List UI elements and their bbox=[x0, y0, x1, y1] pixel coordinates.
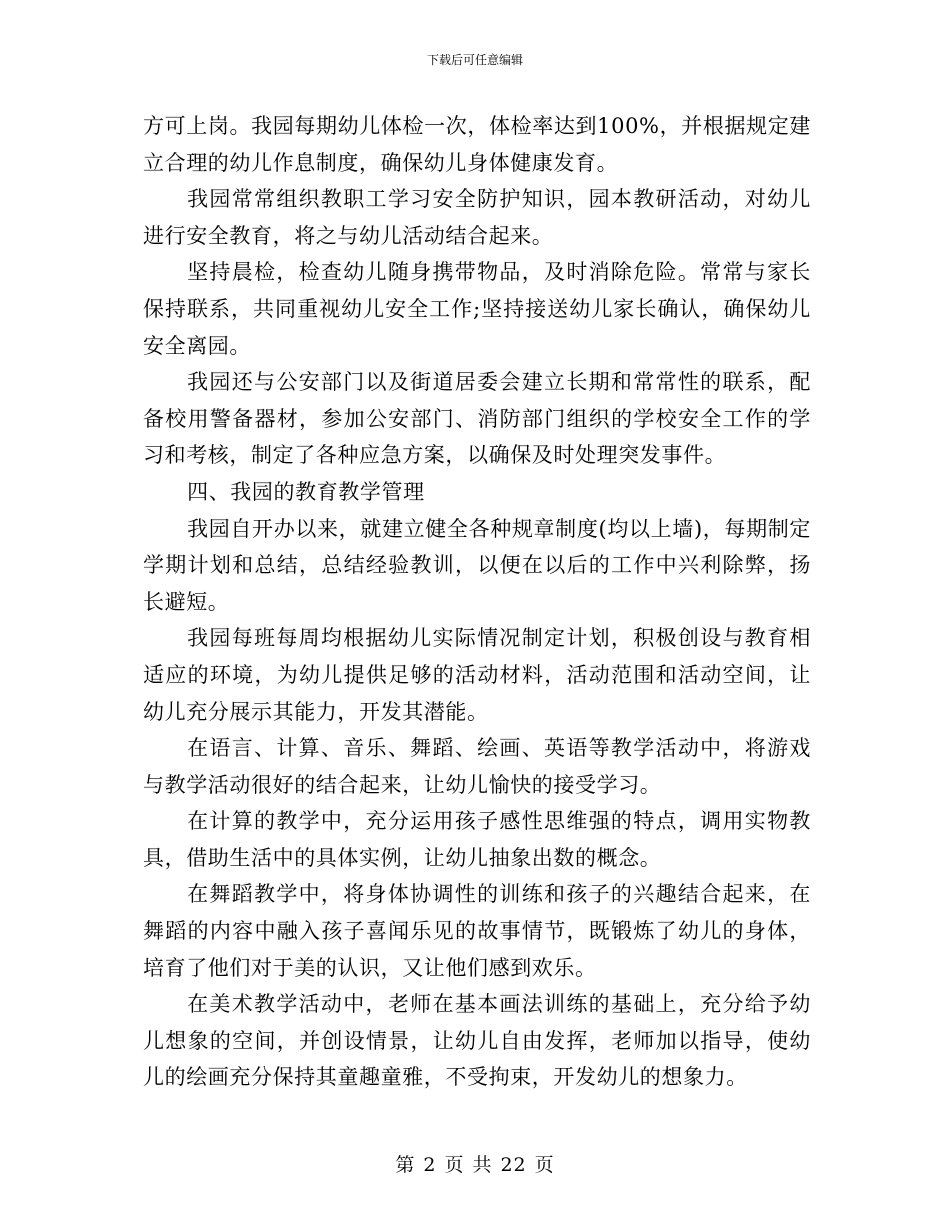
page-header: 下载后可任意编辑 bbox=[426, 53, 523, 67]
footer-label-total: 共 bbox=[472, 1154, 493, 1176]
footer-total-pages: 22 bbox=[500, 1154, 527, 1176]
paragraph: 我园自开办以来，就建立健全各种规章制度(均以上墙)，每期制定学期计划和总结，总结经验教训，以便在以后的工作中兴利除弊，扬长避短。 bbox=[143, 516, 811, 614]
paragraph: 在舞蹈教学中，将身体协调性的训练和孩子的兴趣结合起来，在舞蹈的内容中融入孩子喜闻乐见的故事情节，既锻炼了幼儿的身体，培育了他们对于美的认识，又让他们感到欢乐。 bbox=[143, 882, 811, 980]
paragraph: 在语言、计算、音乐、舞蹈、绘画、英语等教学活动中，将游戏与教学活动很好的结合起来，让幼儿愉快的接受学习。 bbox=[143, 736, 811, 797]
paragraph: 我园还与公安部门以及街道居委会建立长期和常常性的联系，配备校用警备器材，参加公安部门、消防部门组织的学校安全工作的学习和考核，制定了各种应急方案，以确保及时处理突发事件。 bbox=[143, 370, 811, 468]
paragraph: 坚持晨检，检查幼儿随身携带物品，及时消除危险。常常与家长保持联系，共同重视幼儿安全工作;坚持接送幼儿家长确认，确保幼儿安全离园。 bbox=[143, 260, 811, 358]
paragraph: 在计算的教学中，充分运用孩子感性思维强的特点，调用实物教具，借助生活中的具体实例，让幼儿抽象出数的概念。 bbox=[143, 809, 811, 870]
footer-label-page: 第 bbox=[395, 1154, 416, 1176]
section-heading: 四、我园的教育教学管理 bbox=[187, 479, 425, 504]
footer-label-total-unit: 页 bbox=[534, 1154, 555, 1176]
paragraph: 方可上岗。我园每期幼儿体检一次，体检率达到100%，并根据规定建立合理的幼儿作息制度，确保幼儿身体健康发育。 bbox=[143, 114, 811, 175]
page-footer bbox=[0, 1153, 950, 1177]
paragraph: 我园每班每周均根据幼儿实际情况制定计划，积极创设与教育相适应的环境，为幼儿提供足够的活动材料，活动范围和活动空间，让幼儿充分展示其能力，开发其潜能。 bbox=[143, 626, 811, 724]
footer-current-page: 2 bbox=[423, 1154, 437, 1176]
paragraph: 我园常常组织教职工学习安全防护知识，园本教研活动，对幼儿进行安全教育，将之与幼儿活动结合起来。 bbox=[143, 187, 811, 248]
footer-label-page-unit: 页 bbox=[444, 1154, 465, 1176]
paragraph: 在美术教学活动中，老师在基本画法训练的基础上，充分给予幼儿想象的空间，并创设情景，让幼儿自由发挥，老师加以指导，使幼儿的绘画充分保持其童趣童雅，不受拘束，开发幼儿的想象力。 bbox=[143, 992, 811, 1090]
document-body bbox=[143, 108, 811, 1096]
